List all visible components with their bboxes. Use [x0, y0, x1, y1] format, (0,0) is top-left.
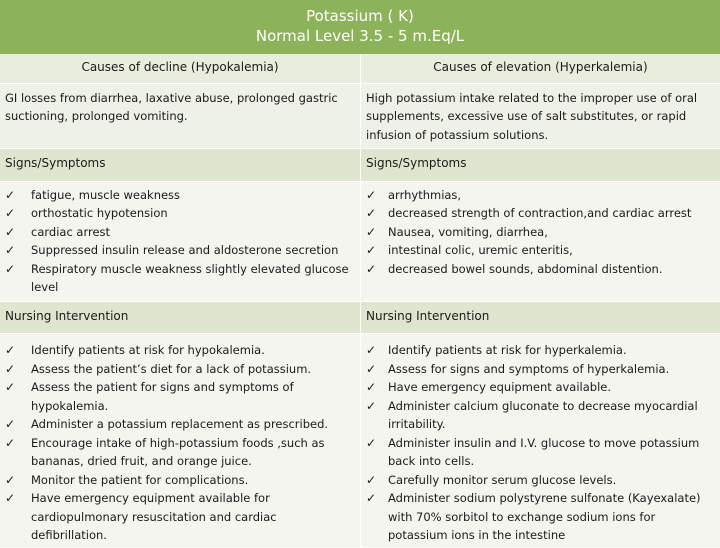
- checkmark-icon: ✓: [5, 380, 16, 394]
- checkmark-icon: ✓: [366, 224, 377, 239]
- signs-label-row: [0, 149, 720, 182]
- list-item: ✓ Have emergency equipment available for cardiopulmonary resuscitation and cardiac defibrillation.: [5, 491, 277, 542]
- causes-hypokalemia: GI losses from diarrhea, laxative abuse, prolonged gastric suctioning, prolonged vomiting.: [0, 84, 360, 149]
- list-item: ✓ orthostatic hypotension: [5, 204, 355, 223]
- list-item: ✓ Assess the patient’s diet for a lack of potassium.: [5, 360, 355, 379]
- checkmark-icon: ✓: [366, 361, 377, 376]
- checkmark-icon: ✓: [366, 398, 377, 413]
- list-item: ✓ decreased bowel sounds, abdominal distention.: [366, 260, 715, 279]
- causes-hyperkalemia: High potassium intake related to the improper use of oral supplements, excessive use of salt substitutes, or rapid infusion of potassium solutions.: [360, 84, 720, 149]
- title-line-1: Potassium ( K): [306, 7, 414, 25]
- checkmark-icon: ✓: [5, 417, 16, 431]
- checkmark-icon: ✓: [5, 243, 16, 257]
- list-item: ✓ Administer a potassium replacement as prescribed.: [5, 415, 355, 434]
- intervention-label-right: Nursing Intervention: [360, 302, 720, 334]
- checkmark-icon: ✓: [366, 343, 377, 357]
- header-row: [0, 54, 720, 84]
- checkmark-icon: ✓: [5, 361, 16, 376]
- checkmark-icon: ✓: [366, 206, 377, 220]
- list-item: ✓ cardiac arrest: [5, 223, 355, 242]
- checkmark-icon: ✓: [366, 243, 377, 257]
- interventions-list-left: [5, 341, 355, 545]
- potassium-table: [0, 54, 720, 548]
- signs-row: [0, 182, 720, 302]
- checkmark-icon: ✓: [366, 472, 377, 487]
- signs-hyperkalemia: [360, 182, 720, 301]
- list-item: ✓ Assess for signs and symptoms of hyperkalemia.: [366, 360, 715, 379]
- list-item: ✓ Assess the patient for signs and symptoms of hypokalemia.: [5, 380, 294, 413]
- list-item: ✓ arrhythmias,: [366, 186, 715, 205]
- checkmark-icon: ✓: [366, 435, 377, 450]
- causes-row: [0, 84, 720, 150]
- checkmark-icon: ✓: [5, 472, 16, 487]
- interventions-hypokalemia: [0, 334, 360, 547]
- intervention-label-row: [0, 302, 720, 335]
- list-item: ✓ Nausea, vomiting, diarrhea,: [366, 223, 715, 242]
- signs-hypokalemia: [0, 182, 360, 301]
- list-item: ✓ Monitor the patient for complications.: [5, 471, 355, 490]
- signs-label-left: Signs/Symptoms: [0, 149, 360, 181]
- checkmark-icon: ✓: [5, 206, 16, 220]
- list-item: ✓ fatigue, muscle weakness: [5, 186, 355, 205]
- list-item: ✓ intestinal colic, uremic enteritis,: [366, 241, 715, 260]
- list-item: ✓ Administer calcium gluconate to decrease myocardial irritability.: [366, 398, 698, 431]
- list-item: ✓ Respiratory muscle weakness slightly elevated glucose level: [5, 261, 349, 294]
- signs-list-left: [5, 186, 355, 297]
- list-item: ✓ Identify patients at risk for hypokalemia.: [5, 341, 355, 360]
- checkmark-icon: ✓: [366, 380, 377, 394]
- list-item: ✓ decreased strength of contraction,and cardiac arrest: [366, 204, 715, 223]
- interventions-list-right: [366, 341, 715, 545]
- checkmark-icon: ✓: [5, 261, 16, 276]
- title-line-2: Normal Level 3.5 - 5 m.Eq/L: [255, 27, 465, 45]
- interventions-hyperkalemia: [360, 334, 720, 547]
- signs-label-right: Signs/Symptoms: [360, 149, 720, 181]
- header-hyperkalemia: Causes of elevation (Hyperkalemia): [360, 54, 720, 83]
- checkmark-icon: ✓: [366, 261, 377, 276]
- list-item: ✓ Administer insulin and I.V. glucose to move potassium back into cells.: [366, 435, 700, 468]
- checkmark-icon: ✓: [5, 491, 16, 505]
- checkmark-icon: ✓: [5, 187, 16, 202]
- list-item: ✓ Carefully monitor serum glucose levels.: [366, 471, 715, 490]
- checkmark-icon: ✓: [5, 224, 16, 239]
- checkmark-icon: ✓: [366, 491, 377, 505]
- checkmark-icon: ✓: [366, 187, 377, 202]
- signs-list-right: [366, 186, 715, 279]
- list-item: ✓ Have emergency equipment available.: [366, 378, 715, 397]
- title-banner: [0, 0, 720, 54]
- checkmark-icon: ✓: [5, 435, 16, 450]
- header-hypokalemia: Causes of decline (Hypokalemia): [0, 54, 360, 83]
- intervention-label-left: Nursing Intervention: [0, 302, 360, 334]
- list-item: ✓ Administer sodium polystyrene sulfonate (Kayexalate) with 70% sorbitol to exchange sodium ions for potassium ions in the intestine: [366, 491, 701, 542]
- intervention-row: [0, 334, 720, 548]
- checkmark-icon: ✓: [5, 343, 16, 357]
- list-item: ✓ Encourage intake of high-potassium foods ,such as bananas, dried fruit, and orange juice.: [5, 435, 325, 468]
- list-item: ✓ Identify patients at risk for hyperkalemia.: [366, 341, 715, 360]
- list-item: ✓ Suppressed insulin release and aldosterone secretion: [5, 241, 355, 260]
